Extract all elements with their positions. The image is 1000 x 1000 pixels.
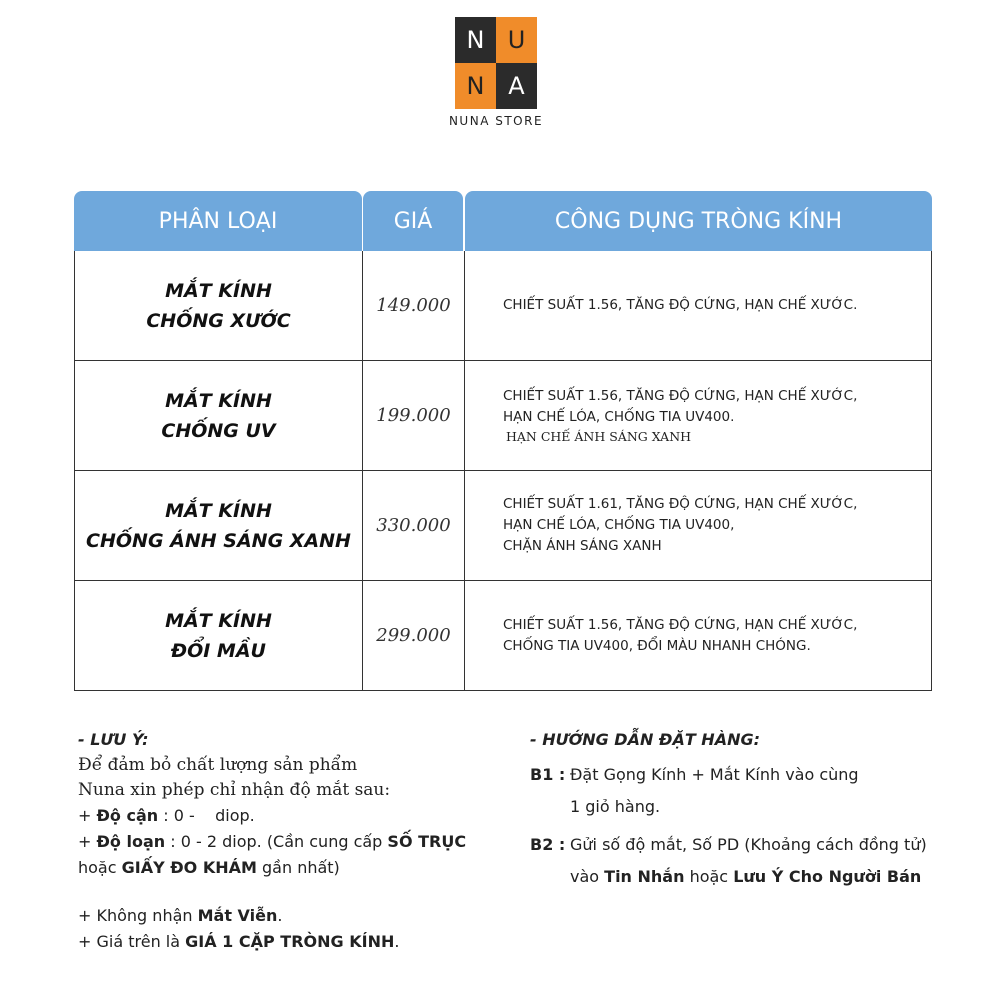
text: + <box>78 806 97 825</box>
text: Mắt Viễn <box>197 906 278 925</box>
text: hoặc <box>684 867 734 886</box>
guide-title: - HƯỚNG DẪN ĐẶT HÀNG: <box>530 730 760 749</box>
store-logo <box>455 17 537 109</box>
usage-line: CHIẾT SUẤT 1.56, TĂNG ĐỘ CỨNG, HẠN CHẾ XƯỚC, <box>503 616 858 633</box>
text: GIÁ 1 CẶP TRÒNG KÍNH <box>185 932 395 951</box>
logo-cell: U <box>496 17 537 63</box>
usage-line: CHẶN ÁNH SÁNG XANH <box>503 538 662 554</box>
notes-hyperopia <box>78 903 518 929</box>
text: GIẤY ĐO KHÁM <box>121 858 257 877</box>
category-line: MẮT KÍNH <box>165 499 272 522</box>
text: . <box>394 932 400 951</box>
order-guide <box>530 730 980 899</box>
text: Tin Nhắn <box>604 867 685 886</box>
notes-myopia <box>78 803 518 829</box>
text: : 0 - 2 diop. (Cần cung cấp <box>165 832 388 851</box>
table-row <box>75 580 931 690</box>
row-category <box>75 251 363 360</box>
notes-price <box>78 929 518 955</box>
text: + <box>78 832 97 851</box>
category-line: MẮT KÍNH <box>165 609 272 632</box>
row-usage <box>465 361 931 470</box>
notes-line: Để đảm bỏ chất lượng sản phẩm <box>78 755 358 775</box>
logo-cell: N <box>455 17 496 63</box>
lens-price-table <box>74 191 932 691</box>
usage-line: CHIẾT SUẤT 1.56, TĂNG ĐỘ CỨNG, HẠN CHẾ XƯỚC, <box>503 387 858 404</box>
text: 1 giỏ hàng. <box>570 797 661 816</box>
notes-title: - LƯU Ý: <box>78 730 149 749</box>
text: . <box>277 906 283 925</box>
table-row <box>75 470 931 580</box>
text: Độ cận <box>96 806 159 825</box>
logo-cell: A <box>496 63 537 109</box>
table-row <box>75 360 931 470</box>
text: Lưu Ý Cho Người Bán <box>733 867 922 886</box>
row-category <box>75 361 363 470</box>
usage-line: CHIẾT SUẤT 1.61, TĂNG ĐỘ CỨNG, HẠN CHẾ XƯỚC, <box>503 496 858 512</box>
category-line: CHỐNG ÁNH SÁNG XANH <box>86 529 351 552</box>
brand-name: NUNA STORE <box>448 114 544 128</box>
row-price: 330.000 <box>363 471 465 580</box>
table-header <box>74 191 932 251</box>
row-price: 299.000 <box>363 581 465 690</box>
usage-line: CHỐNG TIA UV400, ĐỔI MÀU NHANH CHÓNG. <box>503 637 811 654</box>
usage-line: HẠN CHẾ LÓA, CHỐNG TIA UV400. <box>503 408 735 425</box>
category-line: CHỐNG XƯỚC <box>146 309 291 332</box>
row-category <box>75 581 363 690</box>
text: SỐ TRỤC <box>387 832 467 851</box>
step-label: B1 : <box>530 765 566 784</box>
row-usage <box>465 251 931 360</box>
notes-section <box>78 730 518 955</box>
guide-step-1 <box>530 759 980 823</box>
text: hoặc <box>78 858 122 877</box>
step-text <box>570 829 980 893</box>
step-label: B2 : <box>530 835 566 854</box>
row-usage <box>465 471 931 580</box>
table-row <box>75 251 931 360</box>
text: gần nhất) <box>256 858 340 877</box>
usage-line: CHIẾT SUẤT 1.56, TĂNG ĐỘ CỨNG, HẠN CHẾ XƯỚC. <box>503 297 858 313</box>
step-text <box>570 759 980 823</box>
notes-astigmatism <box>78 829 518 881</box>
guide-step-2 <box>530 829 980 893</box>
row-usage <box>465 581 931 690</box>
header-category: PHÂN LOẠI <box>74 191 362 251</box>
category-line: ĐỔI MẦU <box>171 639 266 662</box>
row-price: 199.000 <box>363 361 465 470</box>
text: : 0 - diop. <box>158 806 255 825</box>
row-category <box>75 471 363 580</box>
text: + Giá trên là <box>78 932 186 951</box>
category-line: MẮT KÍNH <box>165 389 272 412</box>
text: Gửi số độ mắt, Số PD (Khoảng cách đồng tử) <box>570 835 927 854</box>
notes-line: Nuna xin phép chỉ nhận độ mắt sau: <box>78 780 391 800</box>
category-line: MẮT KÍNH <box>165 279 272 302</box>
header-usage: CÔNG DỤNG TRÒNG KÍNH <box>465 191 932 251</box>
text: + Không nhận <box>78 906 198 925</box>
usage-line: HẠN CHẾ ÁNH SÁNG XANH <box>506 428 692 444</box>
text: Độ loạn <box>96 832 166 851</box>
text: vào <box>570 867 605 886</box>
row-price: 149.000 <box>363 251 465 360</box>
header-price: GIÁ <box>363 191 463 251</box>
text: Đặt Gọng Kính + Mắt Kính vào cùng <box>570 765 859 784</box>
logo-cell: N <box>455 63 496 109</box>
category-line: CHỐNG UV <box>161 419 276 442</box>
usage-line: HẠN CHẾ LÓA, CHỐNG TIA UV400, <box>503 517 735 533</box>
